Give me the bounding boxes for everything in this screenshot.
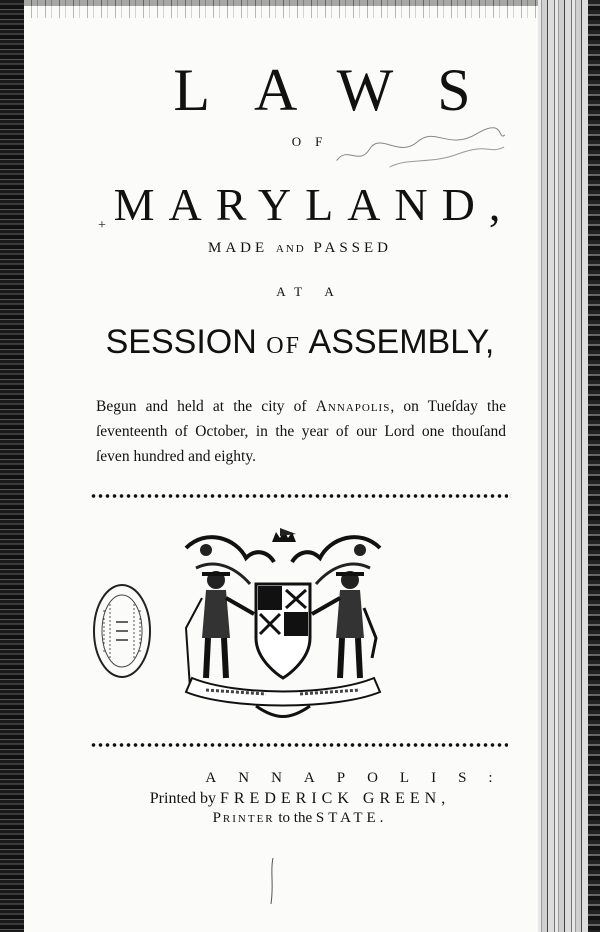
intro-part2: , on Tueſday the ſeventeenth of October, in the year of our Lord one thouſand ſeven hundred and eighty. — [96, 398, 506, 465]
state-text: STATE. — [315, 810, 388, 826]
title-laws: LAWS — [173, 57, 515, 123]
made-word: MADE — [208, 240, 269, 256]
intro-part1: Begun and held at the city of — [96, 398, 316, 415]
printed-by-text: Printed by — [149, 790, 216, 807]
intro-paragraph — [96, 394, 506, 469]
scan-top-edge — [24, 0, 554, 18]
plus-mark: + — [98, 218, 106, 233]
library-stamp-icon — [90, 582, 154, 680]
coat-of-arms-icon — [176, 528, 390, 720]
assembly-word: ASSEMBLY, — [308, 323, 495, 361]
pencil-mark — [268, 856, 276, 906]
printer-name: FREDERICK GREEN, — [219, 790, 451, 807]
imprint-printed-by — [0, 790, 600, 808]
and-word: AND — [275, 243, 306, 255]
title-maryland: MARYLAND, — [113, 179, 515, 230]
ornament-rule-bottom — [90, 741, 508, 749]
ornament-rule-top — [90, 492, 508, 500]
title-of: OF — [291, 134, 337, 149]
imprint-city: ANNAPOLIS: — [205, 770, 515, 786]
intro-city: Annapolis — [315, 398, 391, 415]
title-made-and-passed — [0, 240, 600, 257]
to-the-text: to the — [278, 810, 313, 826]
imprint-printer-to-state — [0, 810, 600, 827]
session-word: SESSION — [105, 323, 257, 361]
title-session-of-assembly — [0, 322, 600, 366]
passed-word: PASSED — [313, 240, 392, 256]
of-word: OF — [266, 333, 301, 359]
printer-title: Printer — [212, 810, 275, 826]
title-at-a: AT A — [276, 284, 344, 299]
